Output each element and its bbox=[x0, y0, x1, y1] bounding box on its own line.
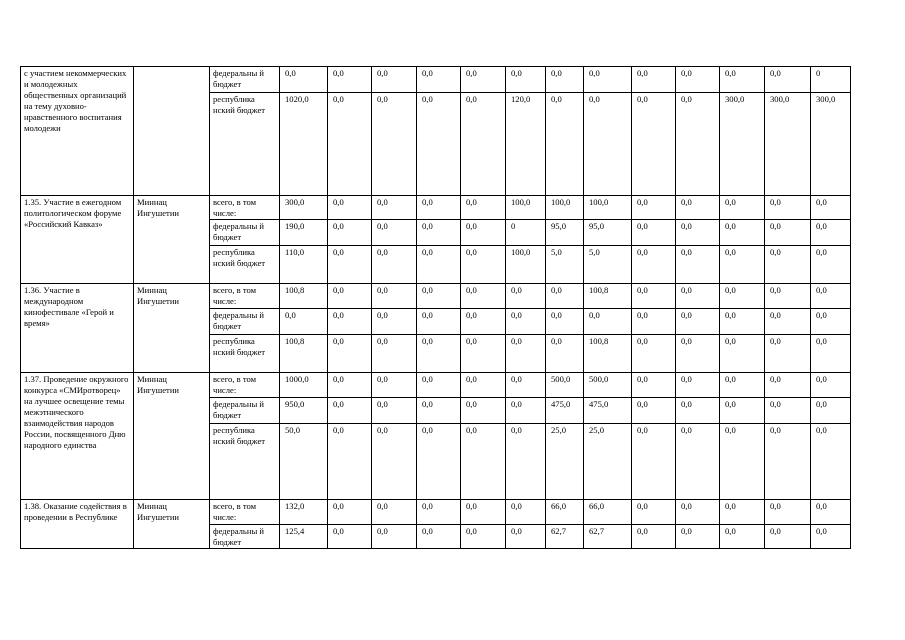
value-cell: 0,0 bbox=[811, 500, 851, 525]
value-cell: 25,0 bbox=[546, 424, 584, 500]
value-cell: 0,0 bbox=[372, 373, 417, 398]
value-cell: 0,0 bbox=[461, 246, 506, 284]
value-cell: 0,0 bbox=[811, 525, 851, 549]
value-cell: 0,0 bbox=[676, 246, 720, 284]
value-cell: 500,0 bbox=[584, 373, 632, 398]
value-cell: 300,0 bbox=[811, 93, 851, 196]
value-cell: 100,8 bbox=[280, 284, 328, 309]
value-cell: 0,0 bbox=[765, 284, 811, 309]
table-row bbox=[21, 196, 851, 220]
value-cell: 0,0 bbox=[584, 93, 632, 196]
value-cell: 0,0 bbox=[506, 284, 546, 309]
value-cell: 0,0 bbox=[461, 67, 506, 93]
value-cell: 0,0 bbox=[632, 93, 676, 196]
value-cell: 0,0 bbox=[280, 309, 328, 335]
value-cell: 0,0 bbox=[676, 500, 720, 525]
value-cell: 500,0 bbox=[546, 373, 584, 398]
value-cell: 0,0 bbox=[676, 93, 720, 196]
value-cell: 0,0 bbox=[632, 525, 676, 549]
measure-name-cell: 1.37. Проведение окружного конкурса «СМИротворец» на лучшее освещение темы межэтнического взаимодействия народов России, посвященного Дню народного единства bbox=[21, 373, 134, 500]
value-cell: 0,0 bbox=[811, 335, 851, 373]
executor-cell: Миннац Ингушетии bbox=[134, 373, 210, 500]
value-cell: 0,0 bbox=[417, 335, 461, 373]
value-cell: 0,0 bbox=[372, 246, 417, 284]
value-cell: 100,0 bbox=[546, 196, 584, 220]
value-cell: 0,0 bbox=[765, 309, 811, 335]
value-cell: 0,0 bbox=[461, 398, 506, 424]
budget-table bbox=[20, 66, 851, 549]
value-cell: 300,0 bbox=[765, 93, 811, 196]
value-cell: 0,0 bbox=[765, 525, 811, 549]
value-cell: 100,0 bbox=[506, 246, 546, 284]
value-cell: 0,0 bbox=[461, 309, 506, 335]
value-cell: 0,0 bbox=[372, 424, 417, 500]
value-cell: 0,0 bbox=[461, 525, 506, 549]
value-cell: 475,0 bbox=[584, 398, 632, 424]
value-cell: 0,0 bbox=[372, 309, 417, 335]
value-cell: 100,8 bbox=[584, 335, 632, 373]
value-cell: 0,0 bbox=[632, 424, 676, 500]
value-cell: 0,0 bbox=[328, 196, 372, 220]
value-cell: 0,0 bbox=[676, 196, 720, 220]
value-cell: 5,0 bbox=[584, 246, 632, 284]
value-cell: 0,0 bbox=[765, 196, 811, 220]
value-cell: 0,0 bbox=[811, 424, 851, 500]
value-cell: 120,0 bbox=[506, 93, 546, 196]
value-cell: 0,0 bbox=[676, 525, 720, 549]
value-cell: 0,0 bbox=[676, 373, 720, 398]
value-cell: 0,0 bbox=[328, 93, 372, 196]
value-cell: 0 bbox=[811, 67, 851, 93]
value-cell: 0,0 bbox=[811, 398, 851, 424]
executor-cell: Миннац Ингушетии bbox=[134, 284, 210, 373]
value-cell: 0,0 bbox=[417, 284, 461, 309]
value-cell: 0,0 bbox=[461, 284, 506, 309]
value-cell: 0,0 bbox=[328, 67, 372, 93]
value-cell: 190,0 bbox=[280, 220, 328, 246]
value-cell: 0,0 bbox=[372, 398, 417, 424]
value-cell: 0,0 bbox=[461, 373, 506, 398]
value-cell: 0,0 bbox=[720, 335, 765, 373]
value-cell: 0,0 bbox=[584, 309, 632, 335]
value-cell: 0,0 bbox=[506, 424, 546, 500]
value-cell: 0,0 bbox=[461, 424, 506, 500]
value-cell: 0,0 bbox=[417, 309, 461, 335]
measure-name-cell: 1.35. Участие в ежегодном политологическом форуме «Российский Кавказ» bbox=[21, 196, 134, 284]
value-cell: 0,0 bbox=[632, 500, 676, 525]
value-cell: 0,0 bbox=[765, 500, 811, 525]
funding-source-cell: всего, в том числе: bbox=[210, 284, 280, 309]
value-cell: 0,0 bbox=[811, 309, 851, 335]
table-body bbox=[21, 67, 851, 549]
value-cell: 0,0 bbox=[546, 93, 584, 196]
value-cell: 0,0 bbox=[632, 220, 676, 246]
value-cell: 0,0 bbox=[461, 500, 506, 525]
value-cell: 0,0 bbox=[811, 373, 851, 398]
value-cell: 0,0 bbox=[811, 220, 851, 246]
value-cell: 0,0 bbox=[372, 196, 417, 220]
value-cell: 0,0 bbox=[280, 67, 328, 93]
value-cell: 0,0 bbox=[417, 196, 461, 220]
table-row bbox=[21, 67, 851, 93]
value-cell: 100,8 bbox=[584, 284, 632, 309]
value-cell: 0,0 bbox=[506, 67, 546, 93]
value-cell: 0,0 bbox=[632, 246, 676, 284]
value-cell: 0,0 bbox=[632, 398, 676, 424]
value-cell: 0,0 bbox=[417, 67, 461, 93]
value-cell: 0,0 bbox=[328, 220, 372, 246]
value-cell: 25,0 bbox=[584, 424, 632, 500]
value-cell: 0,0 bbox=[676, 424, 720, 500]
measure-name-cell: с участием некоммерческих и молодежных общественных организаций на тему духовно-нравственного воспитания молодежи bbox=[21, 67, 134, 196]
value-cell: 95,0 bbox=[584, 220, 632, 246]
funding-source-cell: федеральны й бюджет bbox=[210, 525, 280, 549]
value-cell: 0,0 bbox=[372, 284, 417, 309]
value-cell: 0,0 bbox=[720, 220, 765, 246]
value-cell: 0,0 bbox=[461, 220, 506, 246]
value-cell: 0,0 bbox=[372, 220, 417, 246]
funding-source-cell: федеральны й бюджет bbox=[210, 67, 280, 93]
value-cell: 0,0 bbox=[811, 196, 851, 220]
value-cell: 0,0 bbox=[328, 525, 372, 549]
value-cell: 0,0 bbox=[506, 525, 546, 549]
value-cell: 0,0 bbox=[720, 398, 765, 424]
value-cell: 0,0 bbox=[676, 398, 720, 424]
funding-source-cell: федеральны й бюджет bbox=[210, 398, 280, 424]
value-cell: 0,0 bbox=[372, 93, 417, 196]
value-cell: 0,0 bbox=[720, 424, 765, 500]
value-cell: 100,8 bbox=[280, 335, 328, 373]
funding-source-cell: всего, в том числе: bbox=[210, 196, 280, 220]
table-row bbox=[21, 373, 851, 398]
value-cell: 0,0 bbox=[461, 335, 506, 373]
value-cell: 0,0 bbox=[632, 335, 676, 373]
value-cell: 0,0 bbox=[720, 309, 765, 335]
value-cell: 0,0 bbox=[372, 335, 417, 373]
value-cell: 0,0 bbox=[506, 373, 546, 398]
funding-source-cell: республика нский бюджет bbox=[210, 424, 280, 500]
funding-source-cell: республика нский бюджет bbox=[210, 335, 280, 373]
value-cell: 0,0 bbox=[676, 67, 720, 93]
value-cell: 0,0 bbox=[720, 373, 765, 398]
funding-source-cell: федеральны й бюджет bbox=[210, 309, 280, 335]
value-cell: 0,0 bbox=[372, 500, 417, 525]
value-cell: 0,0 bbox=[328, 284, 372, 309]
value-cell: 100,0 bbox=[506, 196, 546, 220]
value-cell: 0,0 bbox=[720, 246, 765, 284]
value-cell: 0,0 bbox=[765, 424, 811, 500]
value-cell: 0,0 bbox=[676, 309, 720, 335]
value-cell: 0,0 bbox=[765, 398, 811, 424]
value-cell: 0,0 bbox=[584, 67, 632, 93]
executor-cell: Миннац Ингушетии bbox=[134, 500, 210, 549]
value-cell: 0,0 bbox=[720, 284, 765, 309]
value-cell: 0,0 bbox=[720, 196, 765, 220]
funding-source-cell: всего, в том числе: bbox=[210, 373, 280, 398]
value-cell: 0,0 bbox=[417, 220, 461, 246]
value-cell: 0,0 bbox=[765, 246, 811, 284]
value-cell: 1020,0 bbox=[280, 93, 328, 196]
value-cell: 0,0 bbox=[811, 246, 851, 284]
value-cell: 0,0 bbox=[811, 284, 851, 309]
value-cell: 0,0 bbox=[546, 335, 584, 373]
value-cell: 0,0 bbox=[372, 67, 417, 93]
value-cell: 0,0 bbox=[632, 284, 676, 309]
value-cell: 0,0 bbox=[328, 309, 372, 335]
measure-name-cell: 1.38. Оказание содействия в проведении в Республике bbox=[21, 500, 134, 549]
value-cell: 0,0 bbox=[676, 220, 720, 246]
value-cell: 95,0 bbox=[546, 220, 584, 246]
value-cell: 0,0 bbox=[720, 67, 765, 93]
value-cell: 62,7 bbox=[546, 525, 584, 549]
value-cell: 0,0 bbox=[372, 525, 417, 549]
value-cell: 1000,0 bbox=[280, 373, 328, 398]
value-cell: 0,0 bbox=[632, 309, 676, 335]
value-cell: 0,0 bbox=[506, 335, 546, 373]
funding-source-cell: всего, в том числе: bbox=[210, 500, 280, 525]
value-cell: 0,0 bbox=[417, 525, 461, 549]
funding-source-cell: республика нский бюджет bbox=[210, 246, 280, 284]
value-cell: 0,0 bbox=[417, 500, 461, 525]
value-cell: 300,0 bbox=[280, 196, 328, 220]
value-cell: 0,0 bbox=[546, 309, 584, 335]
value-cell: 0,0 bbox=[417, 373, 461, 398]
value-cell: 0,0 bbox=[506, 398, 546, 424]
value-cell: 0,0 bbox=[328, 500, 372, 525]
value-cell: 0,0 bbox=[720, 500, 765, 525]
value-cell: 66,0 bbox=[584, 500, 632, 525]
value-cell: 0,0 bbox=[506, 309, 546, 335]
value-cell: 0,0 bbox=[632, 67, 676, 93]
value-cell: 0 bbox=[506, 220, 546, 246]
funding-source-cell: республика нский бюджет bbox=[210, 93, 280, 196]
value-cell: 50,0 bbox=[280, 424, 328, 500]
value-cell: 0,0 bbox=[506, 500, 546, 525]
value-cell: 0,0 bbox=[676, 284, 720, 309]
value-cell: 0,0 bbox=[632, 196, 676, 220]
value-cell: 100,0 bbox=[584, 196, 632, 220]
value-cell: 66,0 bbox=[546, 500, 584, 525]
value-cell: 125,4 bbox=[280, 525, 328, 549]
value-cell: 0,0 bbox=[417, 246, 461, 284]
value-cell: 0,0 bbox=[417, 398, 461, 424]
value-cell: 62,7 bbox=[584, 525, 632, 549]
value-cell: 110,0 bbox=[280, 246, 328, 284]
value-cell: 0,0 bbox=[328, 335, 372, 373]
value-cell: 0,0 bbox=[328, 246, 372, 284]
executor-cell bbox=[134, 67, 210, 196]
value-cell: 0,0 bbox=[417, 93, 461, 196]
table-row bbox=[21, 500, 851, 525]
value-cell: 300,0 bbox=[720, 93, 765, 196]
value-cell: 0,0 bbox=[765, 220, 811, 246]
value-cell: 132,0 bbox=[280, 500, 328, 525]
value-cell: 0,0 bbox=[328, 373, 372, 398]
value-cell: 0,0 bbox=[765, 67, 811, 93]
value-cell: 0,0 bbox=[328, 398, 372, 424]
value-cell: 0,0 bbox=[461, 196, 506, 220]
value-cell: 0,0 bbox=[546, 67, 584, 93]
measure-name-cell: 1.36. Участие в международном кинофестивале «Герой и время» bbox=[21, 284, 134, 373]
value-cell: 0,0 bbox=[328, 424, 372, 500]
value-cell: 950,0 bbox=[280, 398, 328, 424]
value-cell: 0,0 bbox=[461, 93, 506, 196]
funding-source-cell: федеральны й бюджет bbox=[210, 220, 280, 246]
value-cell: 475,0 bbox=[546, 398, 584, 424]
value-cell: 0,0 bbox=[720, 525, 765, 549]
value-cell: 0,0 bbox=[417, 424, 461, 500]
value-cell: 0,0 bbox=[765, 373, 811, 398]
value-cell: 5,0 bbox=[546, 246, 584, 284]
executor-cell: Миннац Ингушетии bbox=[134, 196, 210, 284]
table-row bbox=[21, 284, 851, 309]
value-cell: 0,0 bbox=[632, 373, 676, 398]
value-cell: 0,0 bbox=[765, 335, 811, 373]
value-cell: 0,0 bbox=[546, 284, 584, 309]
value-cell: 0,0 bbox=[676, 335, 720, 373]
